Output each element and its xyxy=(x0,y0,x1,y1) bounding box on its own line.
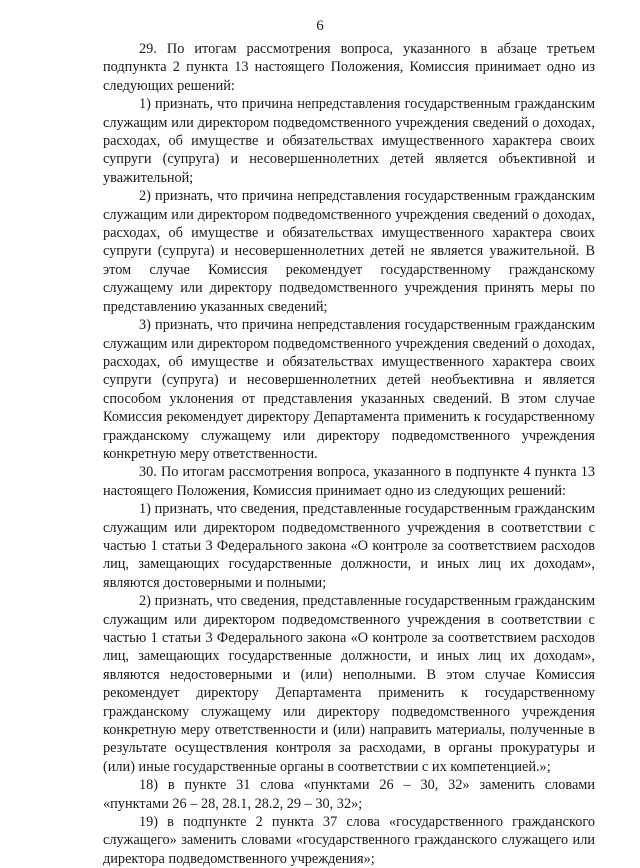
paragraph-30-item-1: 1) признать, что сведения, представленные государственным гражданским служащим или директором подведомственного учреждения в соответствии с частью 1 статьи 3 Федерального закона «О контроле за соответствием расходов лиц, замещающих государственные должности, и иных лиц их доходам», являются достоверными и полными; xyxy=(103,501,595,591)
paragraph-29-item-3: 3) признать, что причина непредставления государственным гражданским служащим или директором подведомственного учреждения сведений о доходах, расходах, об имуществе и обязательствах имущественного характера своих супруги (супруга) и несовершеннолетних детей необъективна и является способом уклонения от представления указанных сведений. В этом случае Комиссия рекомендует директору Департамента применить к государственному гражданскому служащему или директору подведомственного учреждения конкретную меру ответственности. xyxy=(103,317,595,462)
paragraph-30-item-2: 2) признать, что сведения, представленные государственным гражданским служащим или директором подведомственного учреждения в соответствии с частью 1 статьи 3 Федерального закона «О контроле за соответствием расходов лиц, замещающих государственные должности, и иных лиц их доходам», являются недостоверными и (или) неполными. В этом случае Комиссия рекомендует директору Департамента применить к государственному гражданскому служащему или директору подведомственного учреждения конкретную меру ответственности и (или) направить материалы, полученные в результате осуществления контроля за расходами, в органы прокуратуры и (или) иные государственные органы в соответствии с их компетенцией.»; xyxy=(103,593,595,775)
paragraph-29-item-2: 2) признать, что причина непредставления государственным гражданским служащим или директором подведомственного учреждения сведений о доходах, расходах, об имуществе и обязательствах имущественного характера своих супруги (супруга) и несовершеннолетних детей не является уважительной. В этом случае Комиссия рекомендует государственному гражданскому служащему или директору подведомственного учреждения принять меры по представлению указанных сведений; xyxy=(103,188,595,315)
page-number: 6 xyxy=(316,18,324,34)
paragraph-29: 29. По итогам рассмотрения вопроса, указанного в абзаце третьем подпункта 2 пункта 13 настоящего Положения, Комиссия принимает одно из следующих решений: xyxy=(103,41,595,94)
paragraph-30: 30. По итогам рассмотрения вопроса, указанного в подпункте 4 пункта 13 настоящего Положения, Комиссия принимает одно из следующих решений: xyxy=(103,464,595,499)
document-body xyxy=(103,40,595,868)
amendment-19: 19) в подпункте 2 пункта 37 слова «государственного гражданского служащего» заменить словами «государственного гражданского служащего или директора подведомственного учреждения»; xyxy=(103,814,595,867)
paragraph-29-item-1: 1) признать, что причина непредставления государственным гражданским служащим или директором подведомственного учреждения сведений о доходах, расходах, об имуществе и обязательствах имущественного характера своих супруги (супруга) и несовершеннолетних детей является объективной и уважительной; xyxy=(103,96,595,186)
amendment-18: 18) в пункте 31 слова «пунктами 26 – 30, 32» заменить словами «пунктами 26 – 28, 28.1, 28.2, 29 – 30, 32»; xyxy=(103,777,595,812)
